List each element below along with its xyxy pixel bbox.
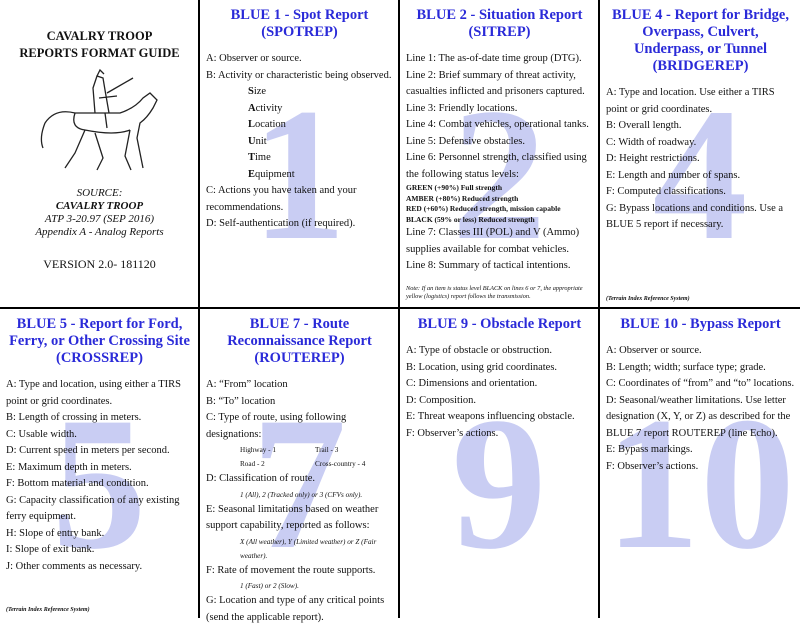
route-designations	[206, 457, 393, 471]
report-content	[406, 316, 593, 442]
report-line: B: Activity or characteristic being observed.	[206, 69, 392, 81]
report-line: A: Observer or source.	[606, 345, 702, 356]
report-content	[206, 7, 393, 233]
route-designation: Highway - 1	[240, 446, 276, 454]
report-line: G: Capacity classification of any existing ferry equipment.	[6, 494, 180, 522]
report-line: C: Usable width.	[6, 428, 77, 440]
report-line: Line 4: Combat vehicles, operational tanks.	[406, 119, 589, 130]
salute-item	[206, 117, 393, 134]
source-title: CAVALRY TROOP	[55, 200, 144, 212]
report-title: BLUE 1 - Spot Report (SPOTREP)	[230, 7, 369, 40]
report-line: C: Type of route, using following designations:	[206, 412, 347, 440]
salute-letter: U	[248, 135, 256, 147]
report-panel	[200, 309, 400, 623]
report-line: Line 8: Summary of tactical intentions.	[406, 260, 571, 271]
report-line: E: Length and number of spans.	[606, 169, 741, 181]
classification-options: 1 (All), 2 (Tracked only) or 3 (CFVs only).	[240, 490, 363, 499]
guide-title-line1: CAVALRY TROOP	[46, 29, 153, 43]
report-line: E: Bypass markings.	[606, 444, 693, 455]
report-line: A: Observer or source.	[206, 53, 302, 64]
status-level: BLACK (59% or less) Reduced strength	[406, 214, 535, 224]
report-panel	[600, 0, 800, 309]
report-line: Line 1: The as-of-date time group (DTG).	[406, 53, 582, 64]
report-line: A: Type and location. Use either a TIRS point or grid coordinates.	[606, 87, 775, 115]
report-line: E: Threat weapons influencing obstacle.	[406, 411, 575, 422]
salute-item	[206, 167, 393, 184]
report-panel	[200, 0, 400, 309]
salute-item	[206, 101, 393, 118]
salute-word: ize	[253, 86, 267, 97]
report-title: BLUE 2 - Situation Report (SITREP)	[416, 7, 583, 40]
classification-options: 1 (Fast) or 2 (Slow).	[240, 582, 299, 590]
cover-panel	[0, 0, 200, 309]
report-line: C: Coordinates of “from” and “to” locations.	[606, 378, 795, 389]
report-note: Note: If an item is status level BLACK on lines 6 or 7, the appropriate yellow (logistics) report follows the transmission.	[406, 284, 583, 300]
report-line: F: Bottom material and condition.	[6, 478, 149, 489]
report-line: F: Rate of movement the route supports.	[206, 564, 376, 576]
report-panel	[400, 0, 600, 309]
guide-title-line2: REPORTS FORMAT GUIDE	[19, 46, 180, 60]
salute-word: quipment	[255, 168, 295, 180]
salute-word: ocation	[255, 119, 286, 130]
report-line: Line 3: Friendly locations.	[406, 102, 518, 114]
route-designations	[206, 443, 393, 457]
salute-letter: S	[248, 86, 254, 97]
report-line: H: Slope of entry bank.	[6, 527, 105, 539]
report-title: BLUE 10 - Bypass Report	[620, 316, 781, 332]
version-label: VERSION 2.0- 181120	[43, 257, 156, 271]
salute-item	[206, 150, 393, 167]
report-line: D: Seasonal/weather limitations. Use letter designation (X, Y, or Z) as described for the BLUE 7 report ROUTEREP (line Echo).	[606, 394, 791, 439]
report-line: F: Observer’s actions.	[406, 427, 499, 439]
report-line: C: Actions you have taken and your recommendations.	[206, 185, 357, 213]
report-line: G: Bypass locations and conditions. Use a BLUE 5 report if necessary.	[606, 202, 784, 230]
report-title: BLUE 4 - Report for Bridge, Overpass, Culvert, Underpass, or Tunnel (BRIDGEREP)	[612, 7, 789, 74]
report-line: B: Length of crossing in meters.	[6, 412, 142, 423]
report-title: BLUE 5 - Report for Ford, Ferry, or Other Crossing Site (CROSSREP)	[9, 316, 190, 366]
report-line: A: “From” location	[206, 379, 288, 390]
salute-letter: T	[248, 152, 256, 163]
salute-item	[206, 84, 393, 101]
report-title: BLUE 7 - Route Reconnaissance Report (ROUTEREP)	[227, 316, 372, 366]
report-line: Line 6: Personnel strength, classified using the following status levels:	[406, 152, 587, 180]
report-line: F: Observer’s actions.	[606, 460, 699, 472]
salute-word: ctivity	[255, 102, 283, 114]
report-line: F: Computed classifications.	[606, 186, 726, 197]
report-line: D: Height restrictions.	[606, 153, 700, 164]
report-line: B: Length; width; surface type; grade.	[606, 361, 766, 373]
salute-word: ime	[255, 152, 271, 163]
source-label: SOURCE:	[76, 187, 123, 199]
route-designation: Road - 2	[240, 460, 265, 468]
report-line: C: Dimensions and orientation.	[406, 378, 538, 389]
classification-options: X (All weather), Y (Limited weather) or Z (Fair weather).	[240, 537, 377, 560]
salute-letter: A	[248, 102, 256, 114]
status-level: RED (+60%) Reduced strength, mission capable	[406, 204, 561, 213]
report-line: I: Slope of exit bank.	[6, 544, 95, 555]
report-content	[606, 316, 795, 475]
report-line: B: Overall length.	[606, 120, 682, 131]
report-line: D: Current speed in meters per second.	[6, 445, 170, 456]
report-line: E: Seasonal limitations based on weather support capability, reported as follows:	[206, 503, 379, 531]
report-footnote: (Terrain Index Reference System)	[6, 607, 90, 613]
report-line: E: Maximum depth in meters.	[6, 461, 132, 473]
report-content	[206, 316, 393, 626]
report-line: D: Classification of route.	[206, 473, 316, 484]
cavalry-horse-illustration	[25, 68, 175, 178]
report-panel	[400, 309, 600, 618]
route-designation: Cross-country - 4	[315, 460, 366, 468]
report-line: J: Other comments as necessary.	[6, 560, 143, 572]
route-designation: Trail - 3	[315, 446, 339, 454]
salute-letter: E	[248, 168, 256, 180]
report-line: D: Self-authentication (if required).	[206, 218, 356, 229]
status-level: AMBER (+80%) Reduced strength	[406, 193, 519, 203]
report-line: A: Type and location, using either a TIRS point or grid coordinates.	[6, 379, 182, 407]
report-content	[406, 7, 593, 302]
source-appendix: Appendix A - Analog Reports	[35, 226, 164, 238]
report-content	[606, 7, 795, 234]
report-line: D: Composition.	[406, 394, 477, 406]
salute-word: nit	[255, 135, 267, 147]
report-content	[6, 316, 193, 575]
report-line: B: “To” location	[206, 395, 276, 407]
report-panel	[0, 309, 200, 618]
report-line: A: Type of obstacle or obstruction.	[406, 345, 553, 356]
report-line: C: Width of roadway.	[606, 136, 697, 148]
report-line: Line 2: Brief summary of threat activity, casualties inflicted and prisoners captured.	[406, 69, 585, 97]
report-footnote: (Terrain Index Reference System)	[606, 296, 690, 302]
report-line: Line 5: Defensive obstacles.	[406, 135, 525, 147]
salute-letter: L	[248, 119, 256, 130]
report-line: B: Location, using grid coordinates.	[406, 361, 558, 373]
report-line: G: Location and type of any critical points (send the applicable report).	[206, 595, 385, 623]
status-level: GREEN (+90%) Full strength	[406, 183, 503, 192]
report-title: BLUE 9 - Obstacle Report	[417, 316, 582, 332]
report-line: Line 7: Classes III (POL) and V (Ammo) supplies available for combat vehicles.	[406, 227, 580, 255]
source-publication: ATP 3-20.97 (SEP 2016)	[44, 213, 155, 225]
salute-item	[206, 134, 393, 151]
report-panel	[600, 309, 800, 618]
